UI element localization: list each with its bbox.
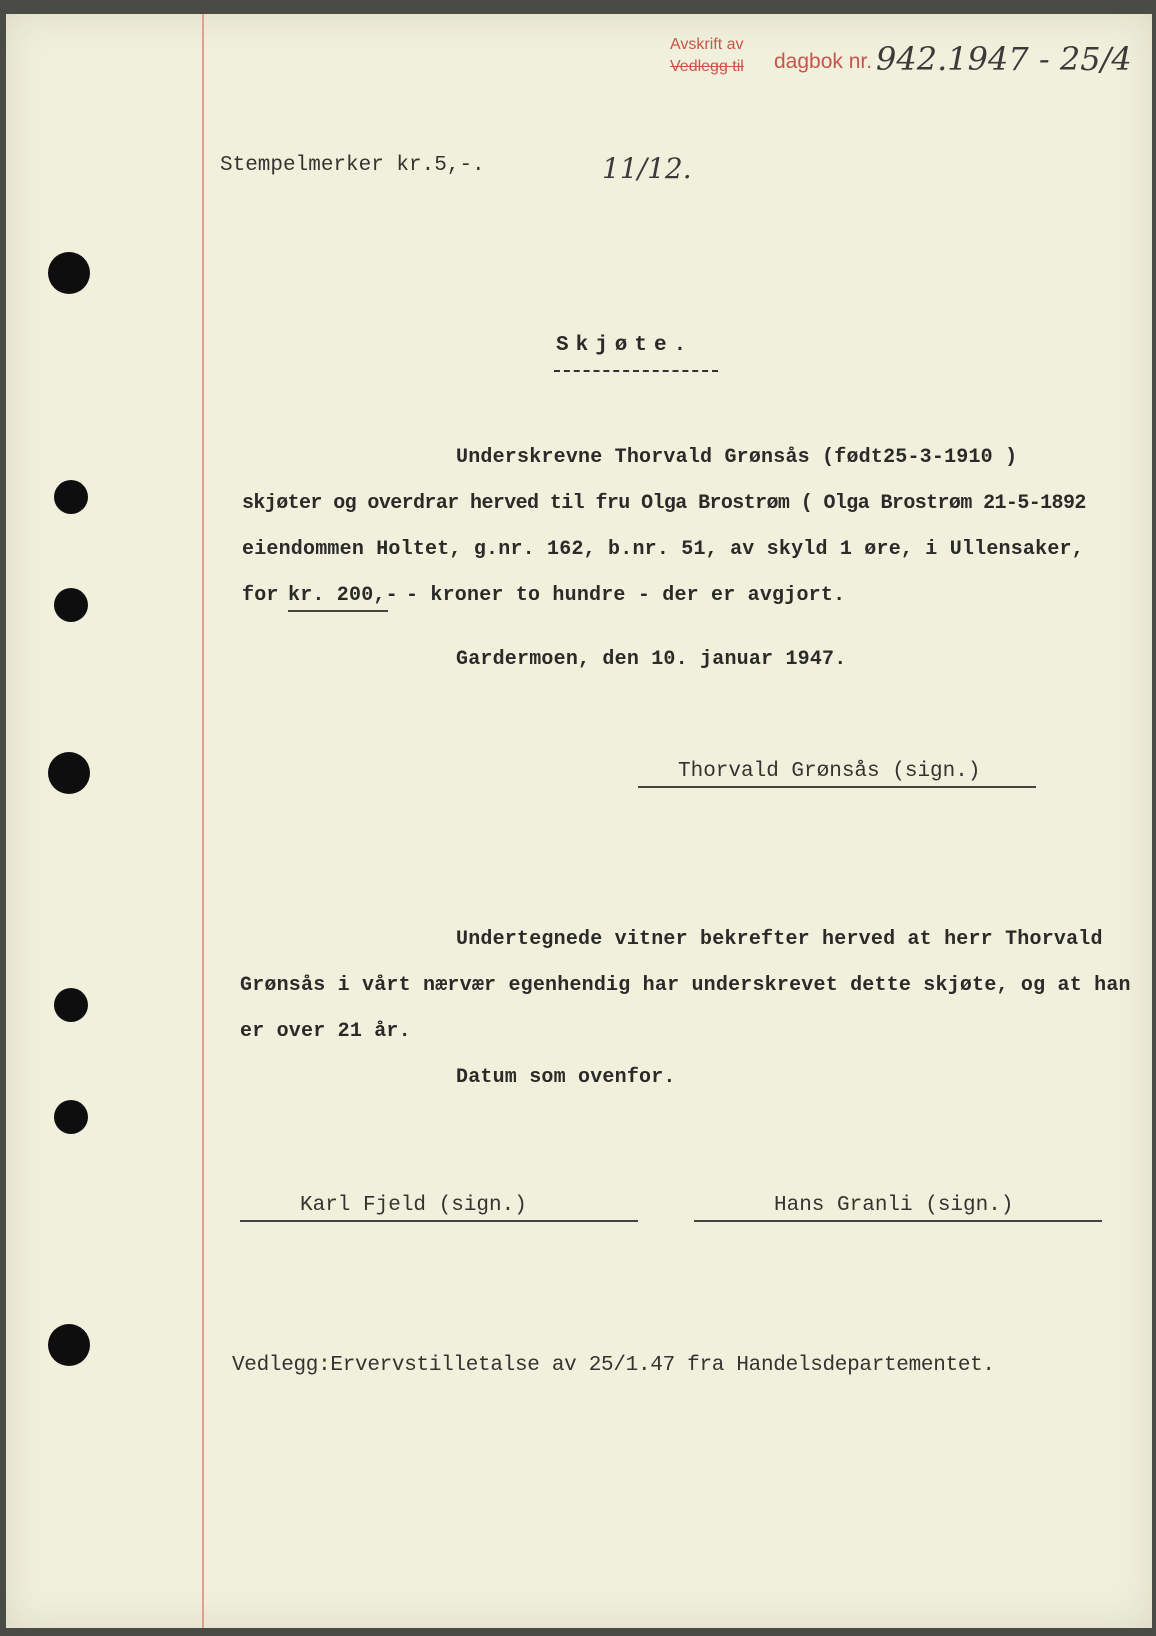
witness-line-4: Datum som ovenfor. [456, 1066, 676, 1089]
dagbok-number: 942.1947 - 25/4 [876, 40, 1132, 78]
signature-line [638, 786, 1036, 788]
grantor-signature: Thorvald Grønsås (sign.) [678, 760, 981, 783]
punch-hole-icon [54, 988, 88, 1022]
stamp-duty: Stempelmerker kr.5,-. [220, 154, 485, 177]
body-line-3: eiendommen Holtet, g.nr. 162, b.nr. 51, av skyld 1 øre, i Ullensaker, [242, 538, 1084, 561]
stamp-label: dagbok nr. [774, 50, 873, 73]
document-page [6, 14, 1152, 1628]
amount-underline [288, 610, 388, 612]
title-underline [554, 370, 718, 372]
stamp-line-2: Vedlegg til [670, 58, 744, 75]
stamp-line-1: Avskrift av [670, 36, 744, 53]
body-line-1: Underskrevne Thorvald Grønsås (født25-3-1910 ) [456, 446, 1018, 469]
margin-line [202, 14, 204, 1628]
body-line-4-for: for [242, 584, 279, 607]
body-line-2: skjøter og overdrar herved til fru Olga Brostrøm ( Olga Brostrøm 21-5-1892 [242, 492, 1086, 515]
witness-line-1: Undertegnede vitner bekrefter herved at herr Thorvald [456, 928, 1103, 951]
punch-hole-icon [54, 1100, 88, 1134]
witness-signature-left: Karl Fjeld (sign.) [300, 1194, 527, 1217]
body-line-4-text: - kroner to hundre - der er avgjort. [406, 584, 846, 607]
witness-line-2: Grønsås i vårt nærvær egenhendig har underskrevet dette skjøte, og at han [240, 974, 1131, 997]
punch-hole-icon [48, 1324, 90, 1366]
attachment-note: Vedlegg:Ervervstilletalse av 25/1.47 fra Handelsdepartementet. [232, 1354, 995, 1377]
punch-hole-icon [54, 480, 88, 514]
margin-note: 11/12. [602, 152, 692, 185]
body-line-4-amount: kr. 200,- [288, 584, 398, 607]
punch-hole-icon [48, 752, 90, 794]
punch-hole-icon [48, 252, 90, 294]
witness-signature-right: Hans Granli (sign.) [774, 1194, 1014, 1217]
place-date: Gardermoen, den 10. januar 1947. [456, 648, 847, 671]
punch-hole-icon [54, 588, 88, 622]
witness-line-left [240, 1220, 638, 1222]
witness-line-3: er over 21 år. [240, 1020, 411, 1043]
document-title: Skjøte. [556, 334, 694, 357]
witness-line-right [694, 1220, 1102, 1222]
